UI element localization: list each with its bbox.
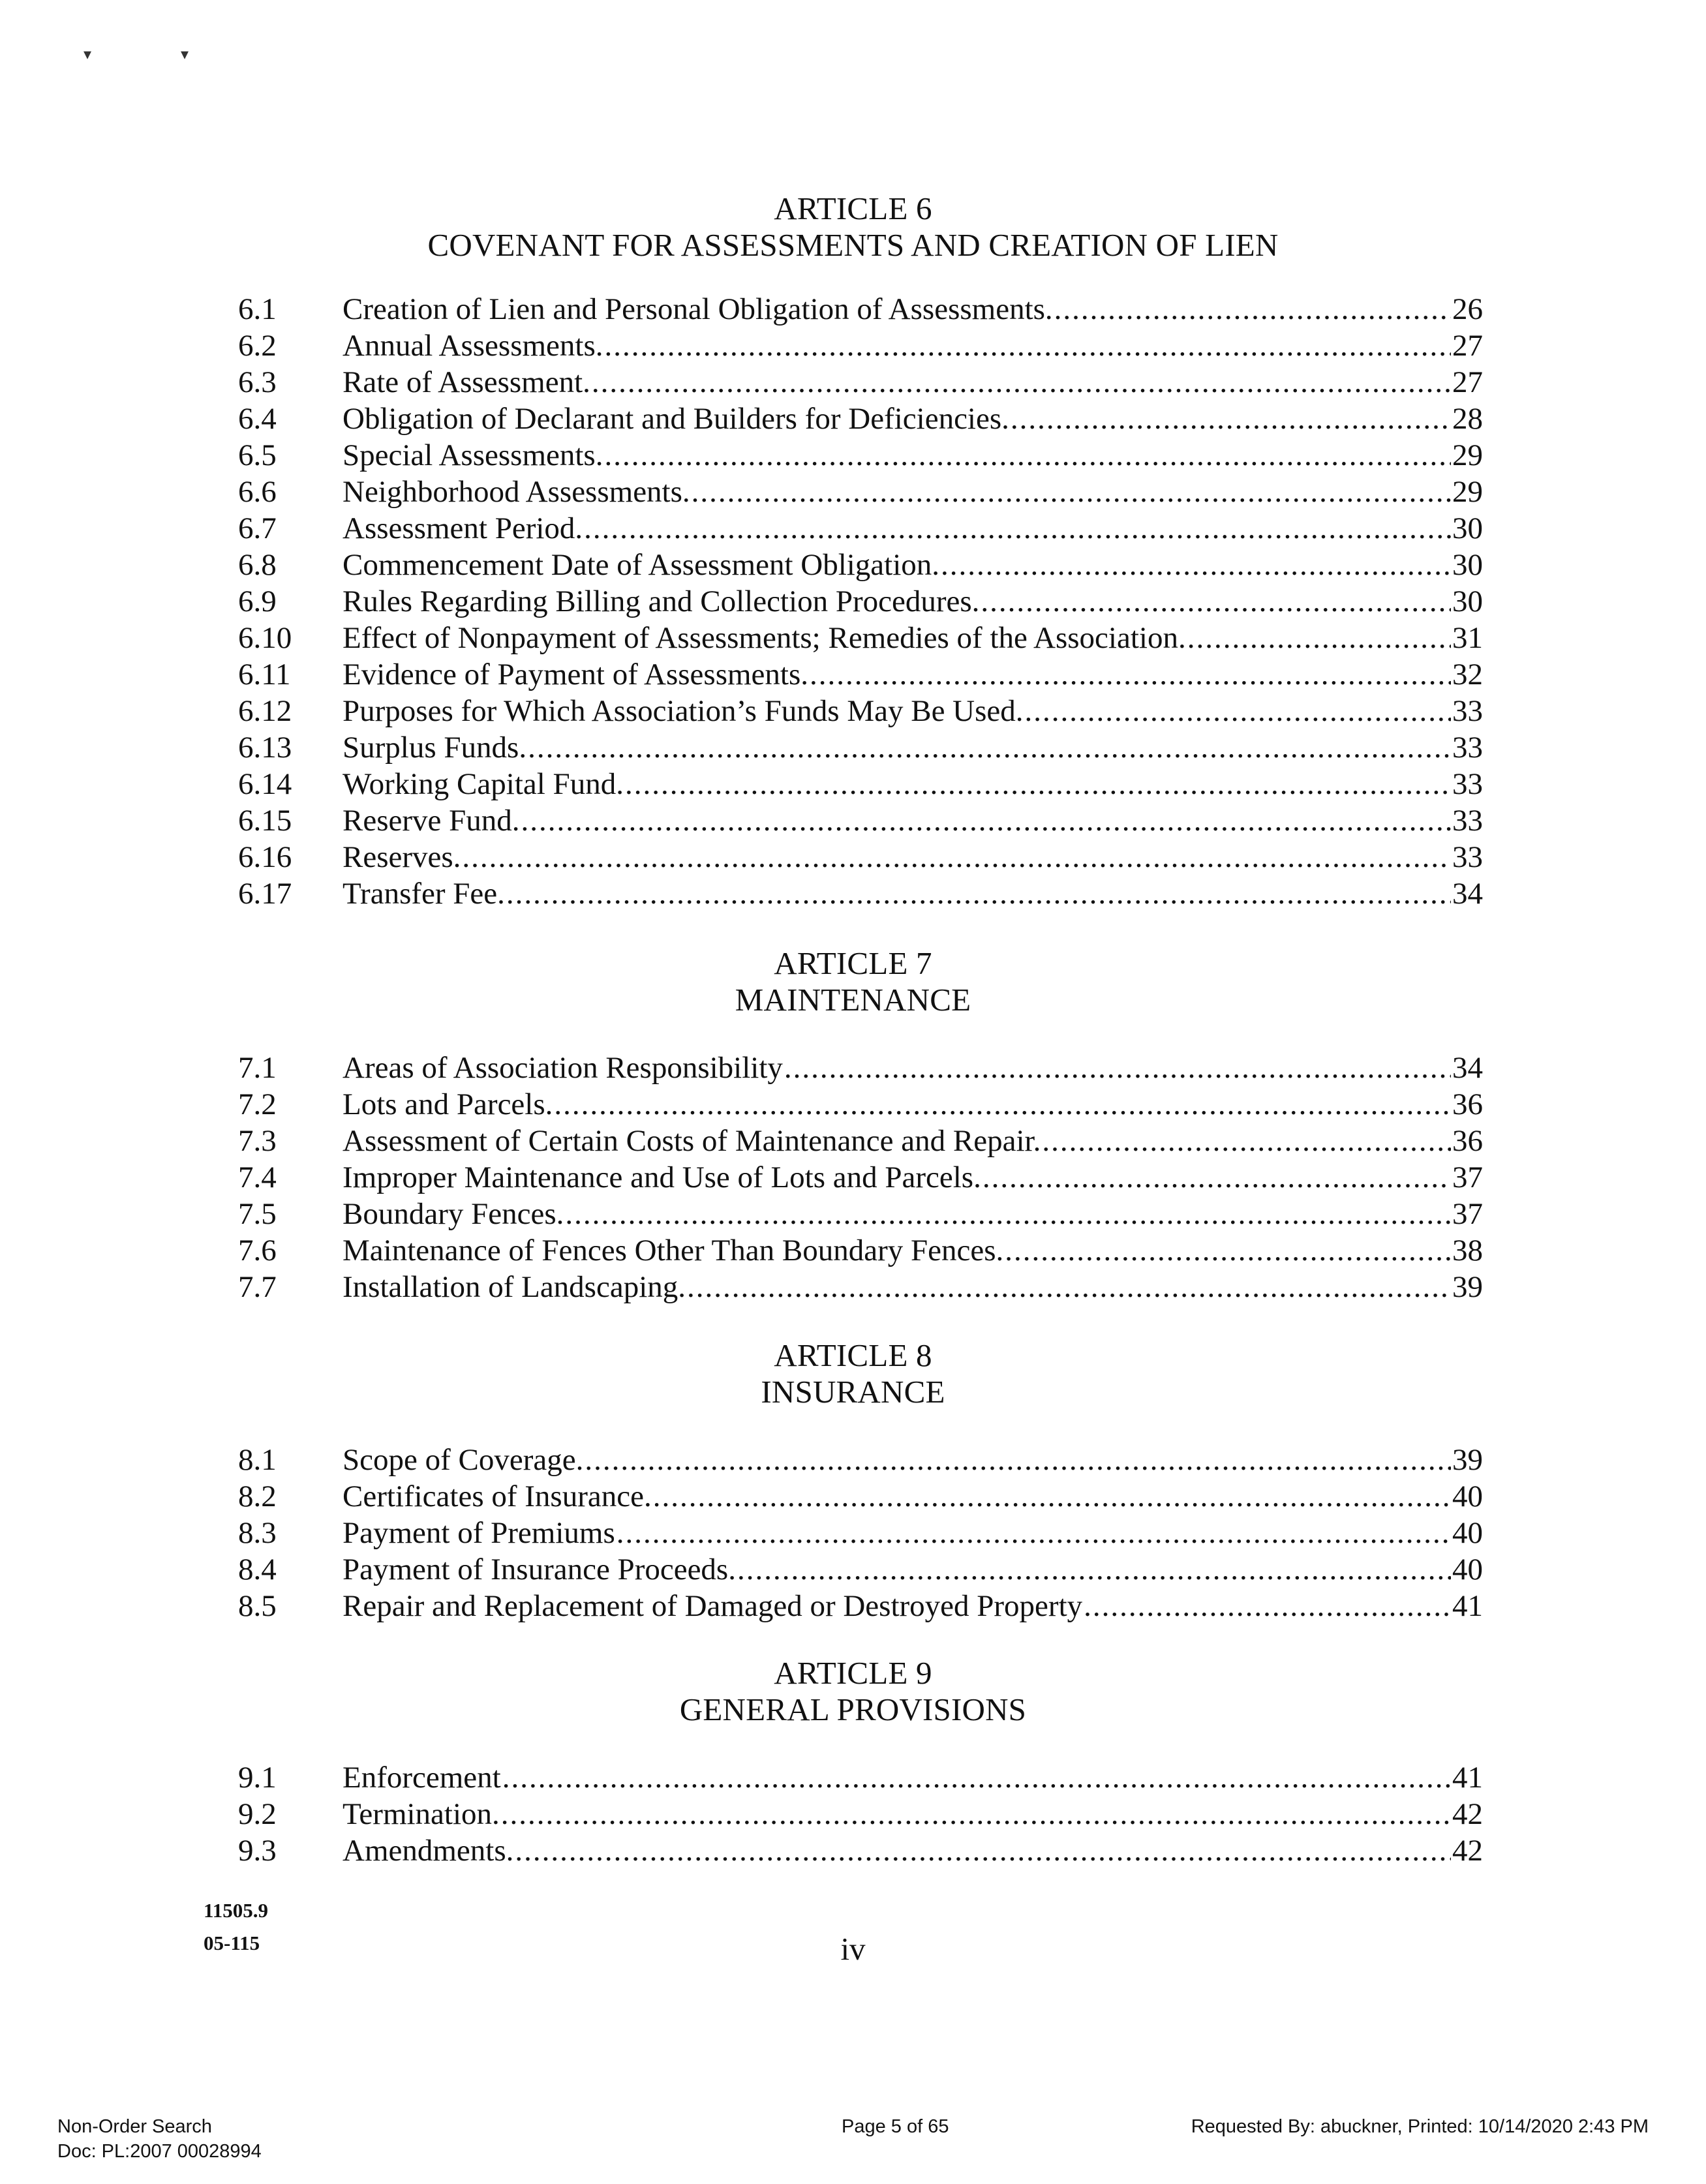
toc-entry [238, 1086, 1483, 1123]
section-number: 6.11 [238, 658, 291, 691]
section-number: 6.8 [238, 548, 277, 582]
section-number: 6.1 [238, 292, 277, 326]
dot-leader [462, 839, 1451, 875]
section-title: Rules Regarding Billing and Collection Procedures. [343, 584, 980, 618]
toc-entry [238, 1196, 1483, 1232]
toc-entry [238, 1759, 1483, 1796]
section-number: 6.6 [238, 475, 277, 509]
dot-leader [502, 1759, 1451, 1796]
footer-request-info: Requested By: abuckner, Printed: 10/14/2020 2:43 PM [1191, 2116, 1649, 2137]
dot-leader [521, 802, 1451, 839]
section-page: 30 [1452, 584, 1483, 618]
section-number: 6.4 [238, 402, 277, 436]
section-title: Scope of Coverage. [343, 1443, 584, 1477]
section-number: 8.3 [238, 1516, 277, 1550]
dot-leader [1025, 693, 1451, 729]
section-page: 40 [1452, 1516, 1483, 1550]
article-title: GENERAL PROVISIONS [679, 1691, 1027, 1727]
toc-entry [238, 1832, 1483, 1869]
section-page: 40 [1452, 1479, 1483, 1513]
section-page: 39 [1452, 1443, 1483, 1477]
article-8-header [0, 1337, 1706, 1410]
section-page: 33 [1452, 731, 1483, 765]
dot-leader [1011, 401, 1451, 437]
section-number: 7.2 [238, 1087, 277, 1121]
section-title: Evidence of Payment of Assessments. [343, 658, 809, 691]
section-page: 41 [1452, 1589, 1483, 1623]
section-page: 42 [1452, 1834, 1483, 1868]
section-page: 33 [1452, 804, 1483, 838]
page-number: iv [840, 1931, 866, 1967]
dot-leader [784, 1050, 1451, 1086]
article-title: COVENANT FOR ASSESSMENTS AND CREATION OF LIEN [427, 227, 1279, 263]
toc-entry [238, 1442, 1483, 1478]
section-title: Maintenance of Fences Other Than Boundary Fences. [343, 1234, 1004, 1267]
section-number: 9.3 [238, 1834, 277, 1868]
section-page: 33 [1452, 694, 1483, 728]
section-number: 6.10 [238, 621, 292, 655]
dot-leader [810, 656, 1451, 693]
section-page: 34 [1452, 877, 1483, 911]
dot-leader [604, 437, 1451, 474]
section-number: 7.5 [238, 1197, 277, 1231]
toc-entry [238, 875, 1483, 912]
section-page: 42 [1452, 1797, 1483, 1831]
toc-entry [238, 510, 1483, 547]
document-code: 05-115 [204, 1932, 260, 1954]
section-number: 6.3 [238, 365, 277, 399]
section-number: 7.3 [238, 1124, 277, 1158]
section-title: Creation of Lien and Personal Obligation of Assessments. [343, 292, 1053, 326]
toc-entry [238, 1515, 1483, 1551]
section-number: 6.16 [238, 840, 292, 874]
section-number: 6.5 [238, 438, 277, 472]
dot-leader [1084, 1588, 1451, 1624]
section-title: Annual Assessments. [343, 329, 603, 363]
dot-leader [1042, 1123, 1451, 1159]
section-page: 34 [1452, 1051, 1483, 1085]
section-title: Assessment Period. [343, 511, 583, 545]
section-page: 29 [1452, 475, 1483, 509]
section-page: 37 [1452, 1197, 1483, 1231]
dot-leader [605, 327, 1452, 364]
section-number: 6.15 [238, 804, 292, 838]
toc-entry [238, 437, 1483, 474]
section-number: 6.9 [238, 584, 277, 618]
dot-leader [692, 474, 1451, 510]
article-heading: ARTICLE 9 [774, 1655, 932, 1691]
section-number: 6.2 [238, 329, 277, 363]
footer-doc-id: Doc: PL:2007 00028994 [57, 2141, 262, 2162]
dot-leader [941, 547, 1451, 583]
toc-entry [238, 839, 1483, 875]
toc-entry [238, 327, 1483, 364]
toc-entry [238, 656, 1483, 693]
toc-entry [238, 291, 1483, 327]
section-number: 6.13 [238, 731, 292, 765]
section-title: Transfer Fee. [343, 877, 505, 911]
section-title: Repair and Replacement of Damaged or Destroyed Property [343, 1589, 1083, 1623]
section-number: 8.2 [238, 1479, 277, 1513]
toc-entry [238, 1478, 1483, 1515]
footer-page-count: Page 5 of 65 [842, 2116, 949, 2137]
section-number: 7.4 [238, 1160, 277, 1194]
dot-leader [981, 583, 1451, 620]
toc-entry [238, 1551, 1483, 1588]
section-title: Rate of Assessment. [343, 365, 590, 399]
toc-entry [238, 364, 1483, 401]
section-number: 7.6 [238, 1234, 277, 1267]
footer-search-type: Non-Order Search [57, 2116, 212, 2137]
section-page: 28 [1452, 402, 1483, 436]
section-title: Effect of Nonpayment of Assessments; Remedies of the Association. [343, 621, 1186, 655]
article-title: MAINTENANCE [735, 982, 971, 1018]
dot-leader [585, 1442, 1451, 1478]
section-page: 26 [1452, 292, 1483, 326]
toc-entry [238, 547, 1483, 583]
article-9-toc [238, 1759, 1483, 1869]
toc-entry [238, 1232, 1483, 1269]
toc-entry [238, 401, 1483, 437]
section-title: Amendments. [343, 1834, 514, 1868]
article-6-header [0, 190, 1706, 264]
section-title: Special Assessments. [343, 438, 603, 472]
section-number: 9.1 [238, 1761, 277, 1795]
dot-leader [592, 364, 1451, 401]
section-title: Certificates of Insurance. [343, 1479, 652, 1513]
section-title: Obligation of Declarant and Builders for Deficiencies. [343, 402, 1009, 436]
section-page: 40 [1452, 1553, 1483, 1586]
dot-leader [653, 1478, 1451, 1515]
dot-leader [584, 510, 1451, 547]
section-page: 36 [1452, 1087, 1483, 1121]
dot-leader [501, 1796, 1451, 1832]
section-page: 33 [1452, 840, 1483, 874]
toc-entry [238, 1796, 1483, 1832]
dot-leader [982, 1159, 1451, 1196]
section-title: Reserve Fund. [343, 804, 520, 838]
section-title: Payment of Premiums [343, 1516, 615, 1550]
section-number: 6.17 [238, 877, 292, 911]
section-number: 6.12 [238, 694, 292, 728]
toc-entry [238, 766, 1483, 802]
dot-leader [617, 1515, 1451, 1551]
toc-entry [238, 693, 1483, 729]
section-number: 8.4 [238, 1553, 277, 1586]
section-title: Improper Maintenance and Use of Lots and Parcels. [343, 1160, 981, 1194]
section-title: Lots and Parcels. [343, 1087, 553, 1121]
section-title: Purposes for Which Association’s Funds May Be Used. [343, 694, 1024, 728]
toc-entry [238, 729, 1483, 766]
toc-entry [238, 1123, 1483, 1159]
section-page: 31 [1452, 621, 1483, 655]
scan-mark: ▾ [84, 46, 92, 63]
section-title: Commencement Date of Assessment Obligation. [343, 548, 940, 582]
section-number: 6.14 [238, 767, 292, 801]
section-number: 9.2 [238, 1797, 277, 1831]
dot-leader [565, 1196, 1451, 1232]
dot-leader [737, 1551, 1451, 1588]
article-7-toc [238, 1050, 1483, 1305]
section-number: 6.7 [238, 511, 277, 545]
section-title: Areas of Association Responsibility [343, 1051, 783, 1085]
section-title: Enforcement [343, 1761, 501, 1795]
dot-leader [528, 729, 1451, 766]
article-6-toc [238, 291, 1483, 912]
scan-mark: ▾ [181, 46, 189, 63]
section-title: Termination. [343, 1797, 500, 1831]
section-page: 30 [1452, 548, 1483, 582]
section-page: 29 [1452, 438, 1483, 472]
dot-leader [625, 766, 1451, 802]
toc-entry [238, 1588, 1483, 1624]
toc-entry [238, 474, 1483, 510]
dot-leader [515, 1832, 1451, 1869]
article-8-toc [238, 1442, 1483, 1624]
dot-leader [506, 875, 1451, 912]
section-number: 8.5 [238, 1589, 277, 1623]
toc-entry [238, 1050, 1483, 1086]
section-title: Installation of Landscaping. [343, 1270, 686, 1304]
section-title: Assessment of Certain Costs of Maintenance and Repair. [343, 1124, 1041, 1158]
dot-leader [554, 1086, 1451, 1123]
section-number: 7.7 [238, 1270, 277, 1304]
section-title: Working Capital Fund. [343, 767, 624, 801]
article-9-header [0, 1655, 1706, 1728]
article-heading: ARTICLE 6 [774, 190, 932, 226]
section-page: 32 [1452, 658, 1483, 691]
toc-entry [238, 620, 1483, 656]
dot-leader [687, 1269, 1451, 1305]
dot-leader [1005, 1232, 1451, 1269]
toc-entry [238, 802, 1483, 839]
section-number: 8.1 [238, 1443, 277, 1477]
section-page: 36 [1452, 1124, 1483, 1158]
section-title: Reserves. [343, 840, 461, 874]
article-heading: ARTICLE 7 [774, 945, 932, 981]
section-page: 39 [1452, 1270, 1483, 1304]
section-title: Surplus Funds. [343, 731, 527, 765]
section-number: 7.1 [238, 1051, 277, 1085]
article-7-header [0, 945, 1706, 1018]
section-page: 37 [1452, 1160, 1483, 1194]
section-title: Boundary Fences. [343, 1197, 564, 1231]
section-page: 41 [1452, 1761, 1483, 1795]
dot-leader [1187, 620, 1451, 656]
section-title: Payment of Insurance Proceeds. [343, 1553, 736, 1586]
section-title: Neighborhood Assessments. [343, 475, 690, 509]
section-page: 30 [1452, 511, 1483, 545]
section-page: 33 [1452, 767, 1483, 801]
section-page: 27 [1452, 329, 1483, 363]
document-code: 11505.9 [204, 1899, 269, 1922]
article-title: INSURANCE [761, 1374, 945, 1410]
toc-entry [238, 1269, 1483, 1305]
article-heading: ARTICLE 8 [774, 1337, 932, 1373]
toc-entry [238, 583, 1483, 620]
section-page: 27 [1452, 365, 1483, 399]
toc-entry [238, 1159, 1483, 1196]
dot-leader [1054, 291, 1451, 327]
section-page: 38 [1452, 1234, 1483, 1267]
